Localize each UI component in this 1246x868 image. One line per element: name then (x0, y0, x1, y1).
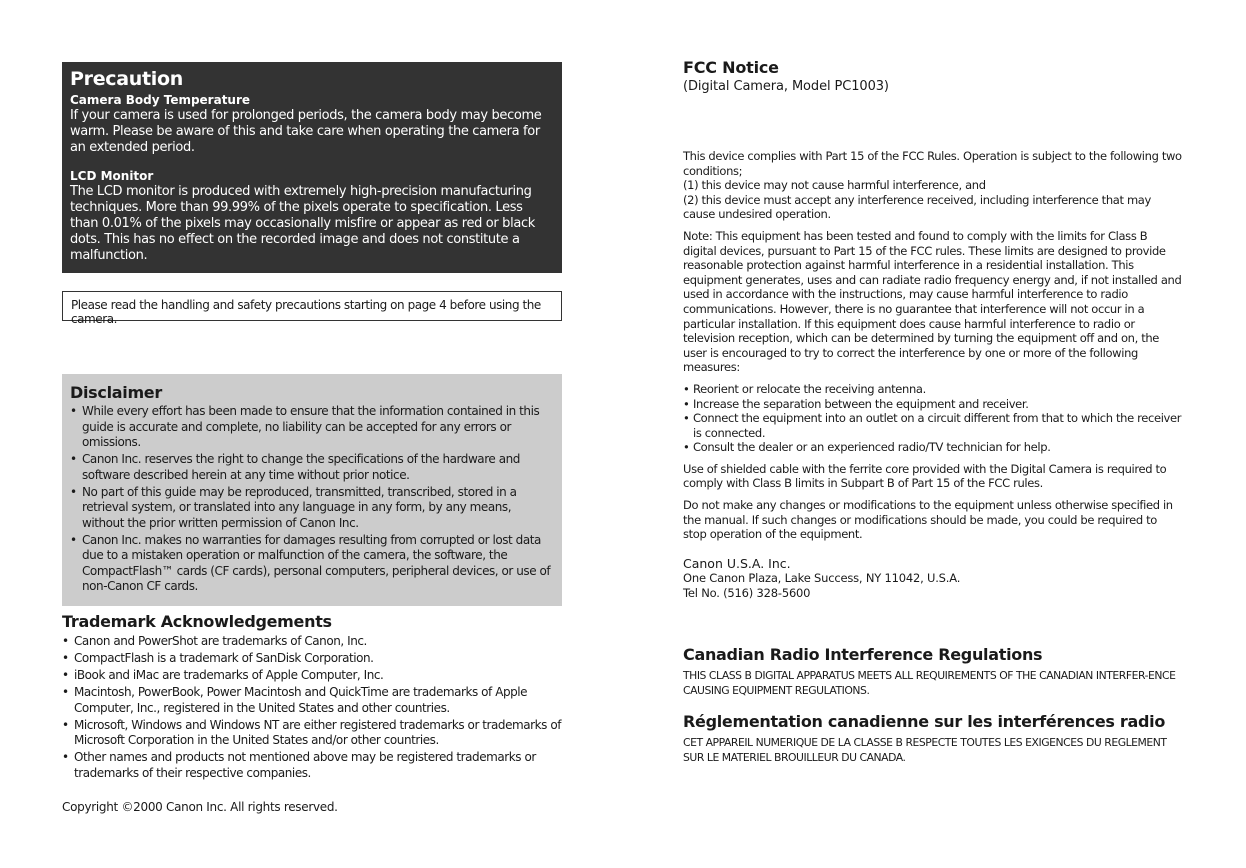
lcd-monitor-text: The LCD monitor is produced with extremely high-precision manufacturing techniques. More than 99.99% of the pixels operate to specification. Less than 0.01% of the pixels may occasionally misfire or appear as red or black dots. This has no effect on the recorded image and does not constitute a malfunction. (70, 184, 535, 263)
list-item: • Canon Inc. reserves the right to change the specifications of the hardware and software described herein at any time without prior notice. (70, 452, 553, 483)
telephone-number: Tel No. (516) 328-5600 (683, 585, 811, 600)
list-item: • Canon Inc. makes no warranties for damages resulting from corrupted or lost data due to a mistaken operation or malfunction of the camera, the software, the CompactFlash™ cards (CF cards), personal computers, peripheral devices, or use of non-Canon CF cards. (70, 533, 553, 595)
trademark-title: Trademark Acknowledgements (62, 612, 332, 631)
precaution-title: Precaution (70, 68, 183, 90)
french-regulations-text: CET APPAREIL NUMERIQUE DE LA CLASSE B RESPECTE TOUTES LES EXIGENCES DU REGLEMENT SUR LE MATERIEL BROUILLEUR DU CANADA. (683, 735, 1167, 764)
list-item: • Increase the separation between the equipment and receiver. (683, 397, 1183, 412)
list-item: • Consult the dealer or an experienced radio/TV technician for help. (683, 440, 1183, 455)
canadian-regulations-title: Canadian Radio Interference Regulations (683, 644, 1043, 664)
fcc-body (683, 149, 1183, 601)
canadian-regulations-text: THIS CLASS B DIGITAL APPARATUS MEETS ALL REQUIREMENTS OF THE CANADIAN INTERFER-ENCE CAUSING EQUIPMENT REGULATIONS. (683, 668, 1176, 697)
precaution-box (62, 62, 562, 273)
fcc-notice-subtitle: (Digital Camera, Model PC1003) (683, 79, 889, 94)
list-item: • Microsoft, Windows and Windows NT are either registered trademarks or trademarks of Microsoft Corporation in the United States and/or other countries. (62, 718, 562, 749)
copyright-line: Copyright ©2000 Canon Inc. All rights reserved. (62, 800, 338, 814)
list-item: • No part of this guide may be reproduced, transmitted, transcribed, stored in a retrieval system, or translated into any language in any form, by any means, without the prior written permission of Canon Inc. (70, 485, 553, 532)
list-item: • CompactFlash is a trademark of SanDisk Corporation. (62, 651, 562, 667)
trademark-list (62, 634, 562, 781)
street-address: One Canon Plaza, Lake Success, NY 11042, U.S.A. (683, 570, 961, 585)
safety-notice-box: Please read the handling and safety precautions starting on page 4 before using the camera. (62, 291, 562, 321)
list-item: • Other names and products not mentioned above may be registered trademarks or trademarks of their respective companies. (62, 750, 562, 781)
body-temperature-heading: Camera Body Temperature (70, 93, 251, 107)
fcc-note: Note: This equipment has been tested and found to comply with the limits for Class B digital devices, pursuant to Part 15 of the FCC rules. These limits are designed to provide reasonable protection against harmful interference in a residential installation. This equipment generates, uses and can radiate radio frequency energy and, if not installed and used in accordance with the instructions, may cause harmful interference to radio communications. However, there is no guarantee that interference will not occur in a particular installation. If this equipment does cause harmful interference to radio or television reception, which can be determined by turning the equipment off and on, the user is encouraged to try to correct the interference by one or more of the following measures: (683, 228, 1182, 375)
list-item: • Macintosh, PowerBook, Power Macintosh and QuickTime are trademarks of Apple Computer, Inc., registered in the United States and other countries. (62, 685, 562, 716)
fcc-condition-2: (2) this device must accept any interference received, including interference that may cause undesired operation. (683, 192, 1151, 222)
disclaimer-list (70, 404, 553, 595)
body-temperature-text: If your camera is used for prolonged periods, the camera body may become warm. Please be aware of this and take care when operating the camera for an extended period. (70, 108, 542, 155)
fcc-shielded-cable: Use of shielded cable with the ferrite core provided with the Digital Camera is required to comply with Class B limits in Subpart B of Part 15 of the FCC rules. (683, 461, 1167, 491)
list-item: • Reorient or relocate the receiving antenna. (683, 382, 1183, 397)
list-item: • iBook and iMac are trademarks of Apple Computer, Inc. (62, 668, 562, 684)
left-page (62, 62, 562, 814)
right-page (683, 58, 1183, 765)
disclaimer-title: Disclaimer (70, 383, 162, 402)
list-item: • Connect the equipment into an outlet on a circuit different from that to which the receiver is connected. (683, 411, 1183, 440)
lcd-monitor-heading: LCD Monitor (70, 169, 154, 183)
list-item: • While every effort has been made to ensure that the information contained in this guide is accurate and complete, no liability can be accepted for any errors or omissions. (70, 404, 553, 451)
fcc-conditions (683, 149, 1183, 222)
fcc-intro: This device complies with Part 15 of the FCC Rules. Operation is subject to the following two conditions; (683, 149, 1182, 178)
fcc-changes-warning: Do not make any changes or modifications to the equipment unless otherwise specified in the manual. If such changes or modifications should be made, you could be required to stop operation of the equipment. (683, 498, 1173, 542)
fcc-condition-1: (1) this device may not cause harmful interference, and (683, 178, 986, 193)
list-item: • Canon and PowerShot are trademarks of Canon, Inc. (62, 634, 562, 650)
fcc-notice-title: FCC Notice (683, 58, 779, 77)
company-address (683, 556, 1183, 601)
canadian-regulations-section (683, 645, 1183, 698)
french-regulations-section (683, 712, 1183, 765)
trademark-section (62, 612, 562, 781)
company-name: Canon U.S.A. Inc. (683, 555, 791, 571)
french-regulations-title: Réglementation canadienne sur les interférences radio (683, 711, 1166, 731)
fcc-measures-list (683, 382, 1183, 455)
disclaimer-box (62, 374, 562, 606)
